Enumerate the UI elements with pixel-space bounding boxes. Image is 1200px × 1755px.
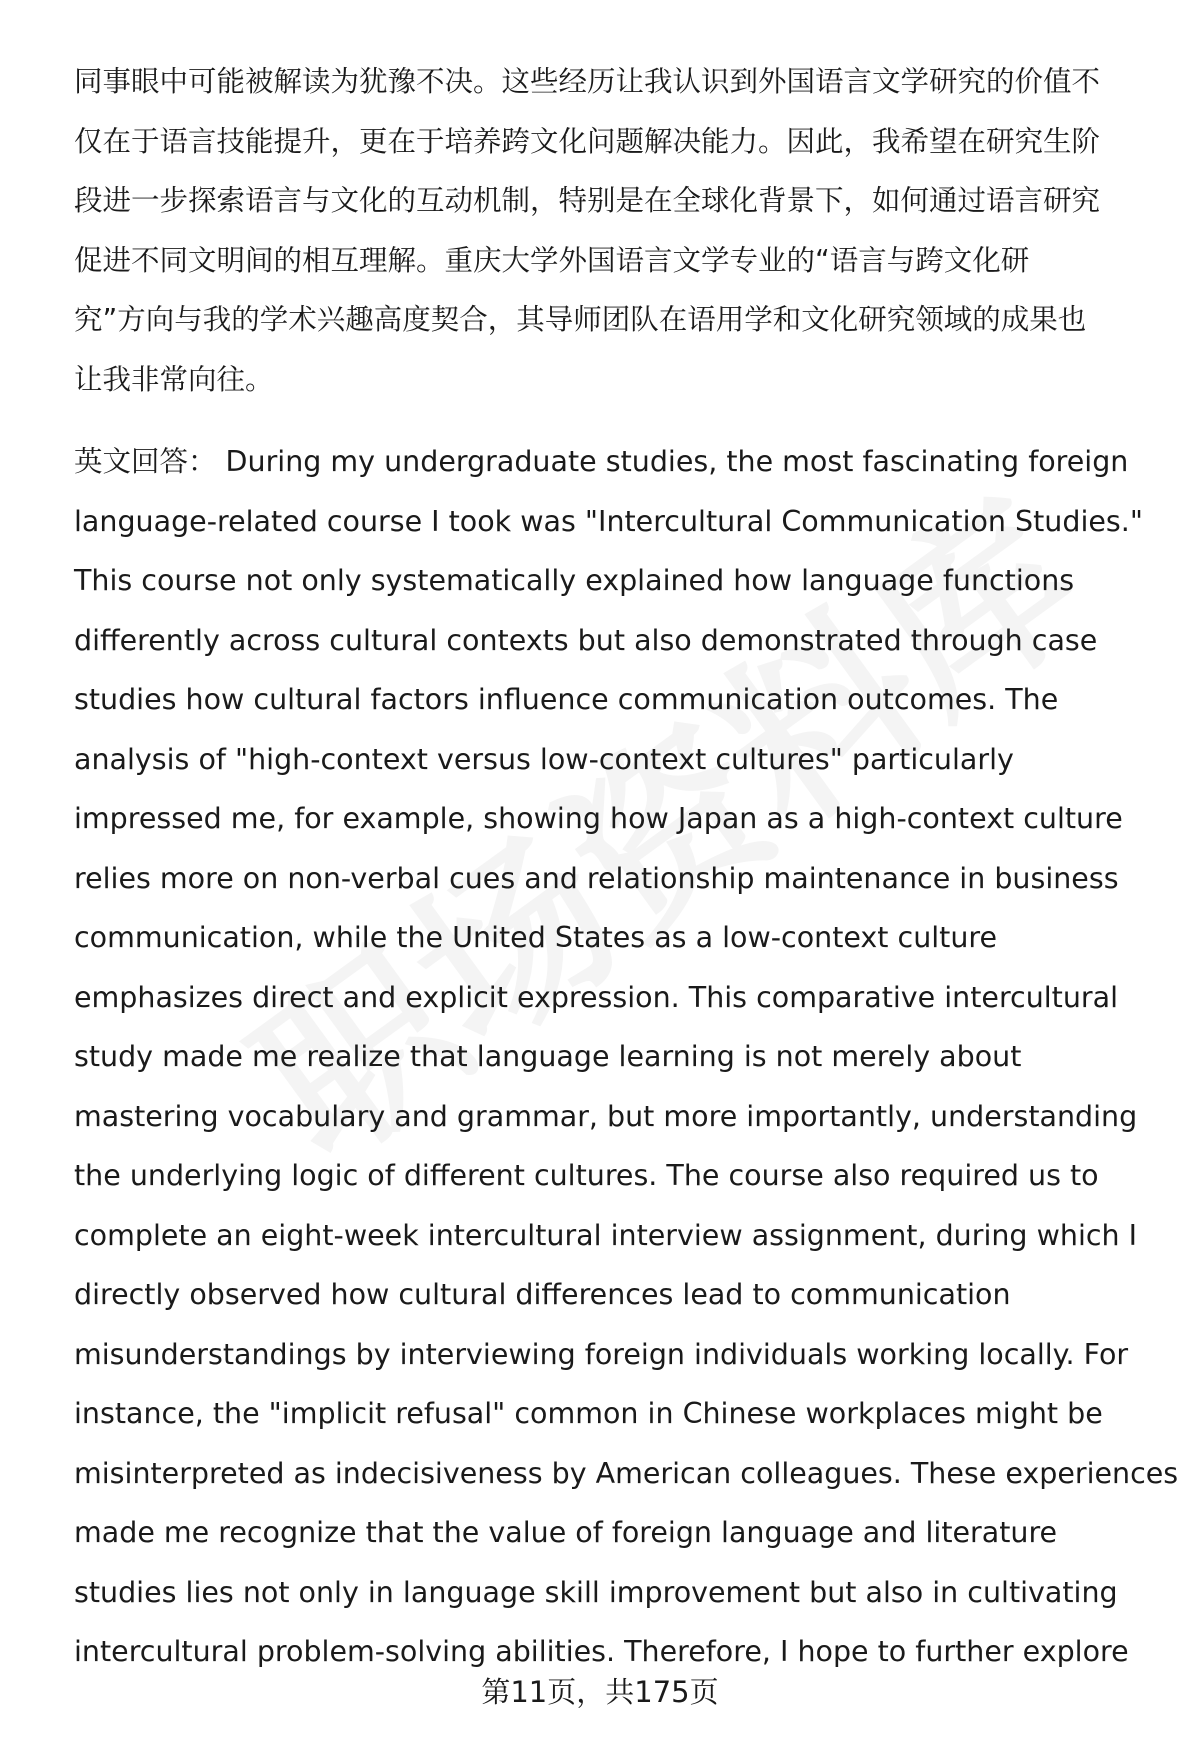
- text-line: 段进一步探索语言与文化的互动机制，特别是在全球化背景下，如何通过语言研究: [74, 184, 1101, 217]
- text-line: 英文回答： During my undergraduate studies, the most fascinating foreign: [74, 445, 1129, 478]
- text-line: complete an eight-week intercultural interview assignment, during which I: [74, 1218, 1138, 1252]
- text-line: emphasizes direct and explicit expression. This comparative intercultural: [74, 980, 1119, 1014]
- text-line: impressed me, for example, showing how Japan as a high-context culture: [74, 802, 1123, 835]
- page-number-footer: 第11页，共175页: [481, 1675, 719, 1709]
- text-line: relies more on non-verbal cues and relationship maintenance in business: [74, 861, 1119, 895]
- text-line: the underlying logic of different cultures. The course also required us to: [74, 1159, 1099, 1192]
- text-line: This course not only systematically explained how language functions: [74, 564, 1075, 597]
- text-line: differently across cultural contexts but also demonstrated through case: [74, 623, 1098, 657]
- text-line: language-related course I took was "Intercultural Communication Studies.": [74, 504, 1143, 538]
- text-line: 究”方向与我的学术兴趣高度契合，其导师团队在语用学和文化研究领域的成果也: [74, 303, 1087, 336]
- document-body: [74, 52, 1179, 1682]
- text-line: study made me realize that language learning is not merely about: [74, 1040, 1022, 1073]
- text-line: studies lies not only in language skill improvement but also in cultivating: [74, 1575, 1118, 1609]
- text-line: 让我非常向往。: [74, 362, 274, 396]
- chinese-paragraph: [74, 52, 1174, 409]
- text-line: misunderstandings by interviewing foreign individuals working locally. For: [74, 1337, 1129, 1371]
- text-line: made me recognize that the value of foreign language and literature: [74, 1516, 1058, 1549]
- text-line: 促进不同文明间的相互理解。重庆大学外国语言文学专业的“语言与跨文化研: [74, 243, 1030, 277]
- text-line: studies how cultural factors influence communication outcomes. The: [74, 683, 1059, 716]
- text-line: instance, the "implicit refusal" common in Chinese workplaces might be: [74, 1397, 1103, 1430]
- text-line: 同事眼中可能被解读为犹豫不决。这些经历让我认识到外国语言文学研究的价值不: [74, 65, 1101, 98]
- english-answer-paragraph: [74, 432, 1179, 1682]
- text-line: misinterpreted as indecisiveness by American colleagues. These experiences: [74, 1456, 1179, 1490]
- text-line: directly observed how cultural differences lead to communication: [74, 1278, 1011, 1311]
- text-line: analysis of "high-context versus low-context cultures" particularly: [74, 742, 1014, 776]
- text-line: communication, while the United States as a low-context culture: [74, 921, 998, 954]
- text-line: mastering vocabulary and grammar, but more importantly, understanding: [74, 1099, 1138, 1133]
- text-line: 仅在于语言技能提升，更在于培养跨文化问题解决能力。因此，我希望在研究生阶: [74, 124, 1101, 158]
- text-line: intercultural problem-solving abilities. Therefore, I hope to further explore: [74, 1635, 1129, 1668]
